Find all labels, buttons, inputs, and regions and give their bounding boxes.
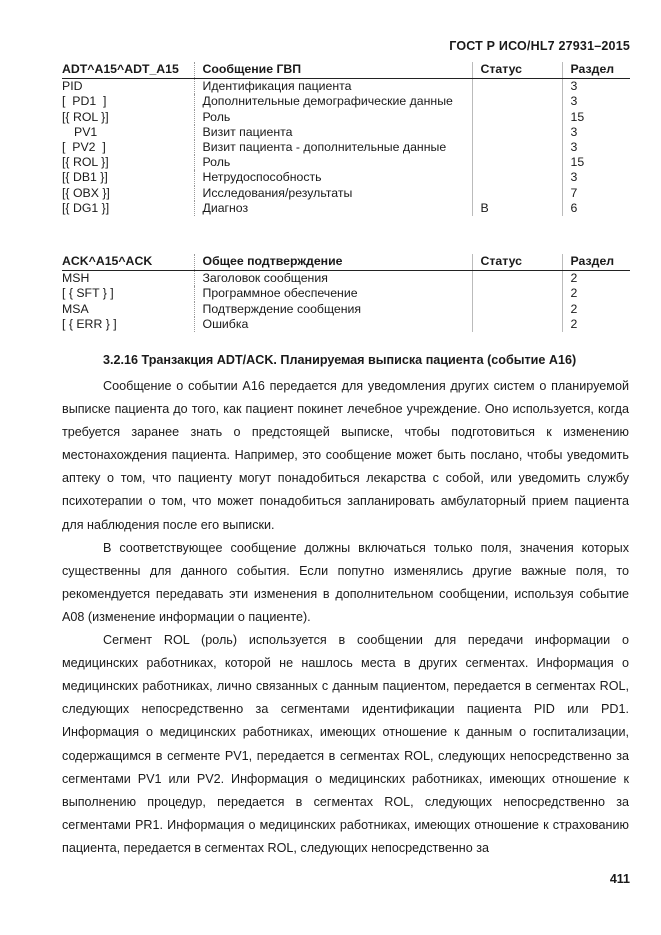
segment-section: 2 — [562, 302, 630, 317]
segment-status — [472, 155, 562, 170]
segment-section: 2 — [562, 271, 630, 287]
segment-section: 15 — [562, 110, 630, 125]
segment-status — [472, 302, 562, 317]
header-message-type: ADT^A15^ADT_A15 — [62, 62, 194, 79]
header-message-name: Общее подтверждение — [194, 254, 472, 271]
segment-description: Нетрудоспособность — [194, 170, 472, 185]
table-row — [62, 125, 630, 140]
segment-section: 6 — [562, 201, 630, 216]
table-row — [62, 271, 630, 287]
segment-description: Визит пациента — [194, 125, 472, 140]
segment-code: PV1 — [74, 124, 98, 139]
header-status: Статус — [472, 62, 562, 79]
segment-code: [ PV2 ] — [62, 140, 106, 155]
segment-description: Дополнительные демографические данные — [194, 94, 472, 109]
header-message-name: Сообщение ГВП — [194, 62, 472, 79]
segment-code: [ PD1 ] — [62, 94, 107, 109]
header-status: Статус — [472, 254, 562, 271]
segment-description: Заголовок сообщения — [194, 271, 472, 287]
header-section: Раздел — [562, 254, 630, 271]
table-header-row — [62, 254, 630, 271]
segment-status — [472, 170, 562, 185]
segment-section: 3 — [562, 79, 630, 95]
segment-code: [{ ROL }] — [62, 155, 109, 170]
segment-description: Идентификация пациента — [194, 79, 472, 95]
paragraph: Сообщение о событии A16 передается для уведомления других систем о планируемой выписке пациента до того, как пациент покинет лечебное учреждение. Оно используется, когда требуется заранее знать о предстоящей выписке, чтобы подготовиться к изменению местонахождения пациента. Например, это сообщение может быть послано, чтобы уведомить аптеку о том, что пациенту могут понадобиться лекарства с собой, или уведомить службу психотерапии о том, что может понадобиться запланировать амбулаторный прием пациента для наблюдения после его выписки. — [62, 379, 629, 532]
header-message-type: ACK^A15^ACK — [62, 254, 194, 271]
segment-status — [472, 94, 562, 109]
segment-section: 7 — [562, 186, 630, 201]
segment-section: 2 — [562, 317, 630, 332]
table-row — [62, 186, 630, 201]
paragraph: В соответствующее сообщение должны включаться только поля, значения которых существенны для данного события. Если попутно изменялись другие важные поля, то рекомендуется передавать эти изменения в дополнительном сообщении, используя событие A08 (изменение информации о пациенте). — [62, 540, 629, 624]
segment-status — [472, 286, 562, 301]
table-row — [62, 155, 630, 170]
segment-description: Ошибка — [194, 317, 472, 332]
table-row — [62, 79, 630, 95]
segment-description: Диагноз — [194, 201, 472, 216]
segment-status — [472, 110, 562, 125]
segment-description: Программное обеспечение — [194, 286, 472, 301]
segment-description: Роль — [194, 155, 472, 170]
segment-description: Роль — [194, 110, 472, 125]
table-row — [62, 286, 630, 301]
segment-status — [472, 79, 562, 95]
segment-status: B — [472, 201, 562, 216]
segment-code: [ { SFT } ] — [62, 286, 114, 301]
table-row — [62, 110, 630, 125]
paragraph: Сегмент ROL (роль) используется в сообщении для передачи информации о медицинских работниках, которой не нашлось места в других сегментах. Информация о медицинских работниках, лично связанных с данным пациентом, передается в сегментах ROL, следующих непосредственно за сегментами идентификации пациента PID или PD1. Информация о медицинских работниках, имеющих отношение к данным о госпитализации, содержащимся в сегменте PV1, передается в сегментах ROL, следующих непосредственно за сегментами PV1 или PV2. Информация о медицинских работниках, имеющих отношение к выполнению процедур, передается в сегментах ROL, следующих непосредственно за сегментами PR1. Информация о медицинских работниках, имеющих отношение к страхованию пациента, передается в сегментах ROL, следующих непосредственно за — [62, 633, 629, 855]
table-row — [62, 201, 630, 216]
header-section: Раздел — [562, 62, 630, 79]
table-row — [62, 170, 630, 185]
segment-code: [ { ERR } ] — [62, 316, 117, 331]
document-standard-header: ГОСТ Р ИСО/HL7 27931–2015 — [449, 39, 630, 53]
segment-description: Подтверждение сообщения — [194, 302, 472, 317]
segment-status — [472, 140, 562, 155]
section-heading: 3.2.16 Транзакция ADT/ACK. Планируемая выписка пациента (событие A16) — [103, 353, 577, 367]
segment-description: Визит пациента - дополнительные данные — [194, 140, 472, 155]
segment-status — [472, 317, 562, 332]
ack-a15-segment-table — [62, 254, 630, 332]
segment-status — [472, 125, 562, 140]
segment-section: 3 — [562, 125, 630, 140]
table-header-row — [62, 62, 630, 79]
segment-section: 3 — [562, 94, 630, 109]
page-number: 411 — [609, 872, 630, 886]
segment-section: 3 — [562, 140, 630, 155]
segment-code: MSH — [62, 271, 90, 286]
segment-code: PID — [62, 79, 83, 94]
adt-a15-segment-table — [62, 62, 630, 216]
segment-code: [{ OBX }] — [62, 185, 110, 200]
segment-status — [472, 186, 562, 201]
segment-code: [{ DG1 }] — [62, 200, 110, 215]
segment-code: [{ ROL }] — [62, 109, 109, 124]
section-body — [62, 375, 629, 860]
segment-description: Исследования/результаты — [194, 186, 472, 201]
table-row — [62, 317, 630, 332]
table-row — [62, 140, 630, 155]
segment-section: 15 — [562, 155, 630, 170]
segment-status — [472, 271, 562, 287]
segment-code: MSA — [62, 301, 89, 316]
segment-section: 2 — [562, 286, 630, 301]
segment-section: 3 — [562, 170, 630, 185]
table-row — [62, 94, 630, 109]
table-row — [62, 302, 630, 317]
segment-code: [{ DB1 }] — [62, 170, 108, 185]
